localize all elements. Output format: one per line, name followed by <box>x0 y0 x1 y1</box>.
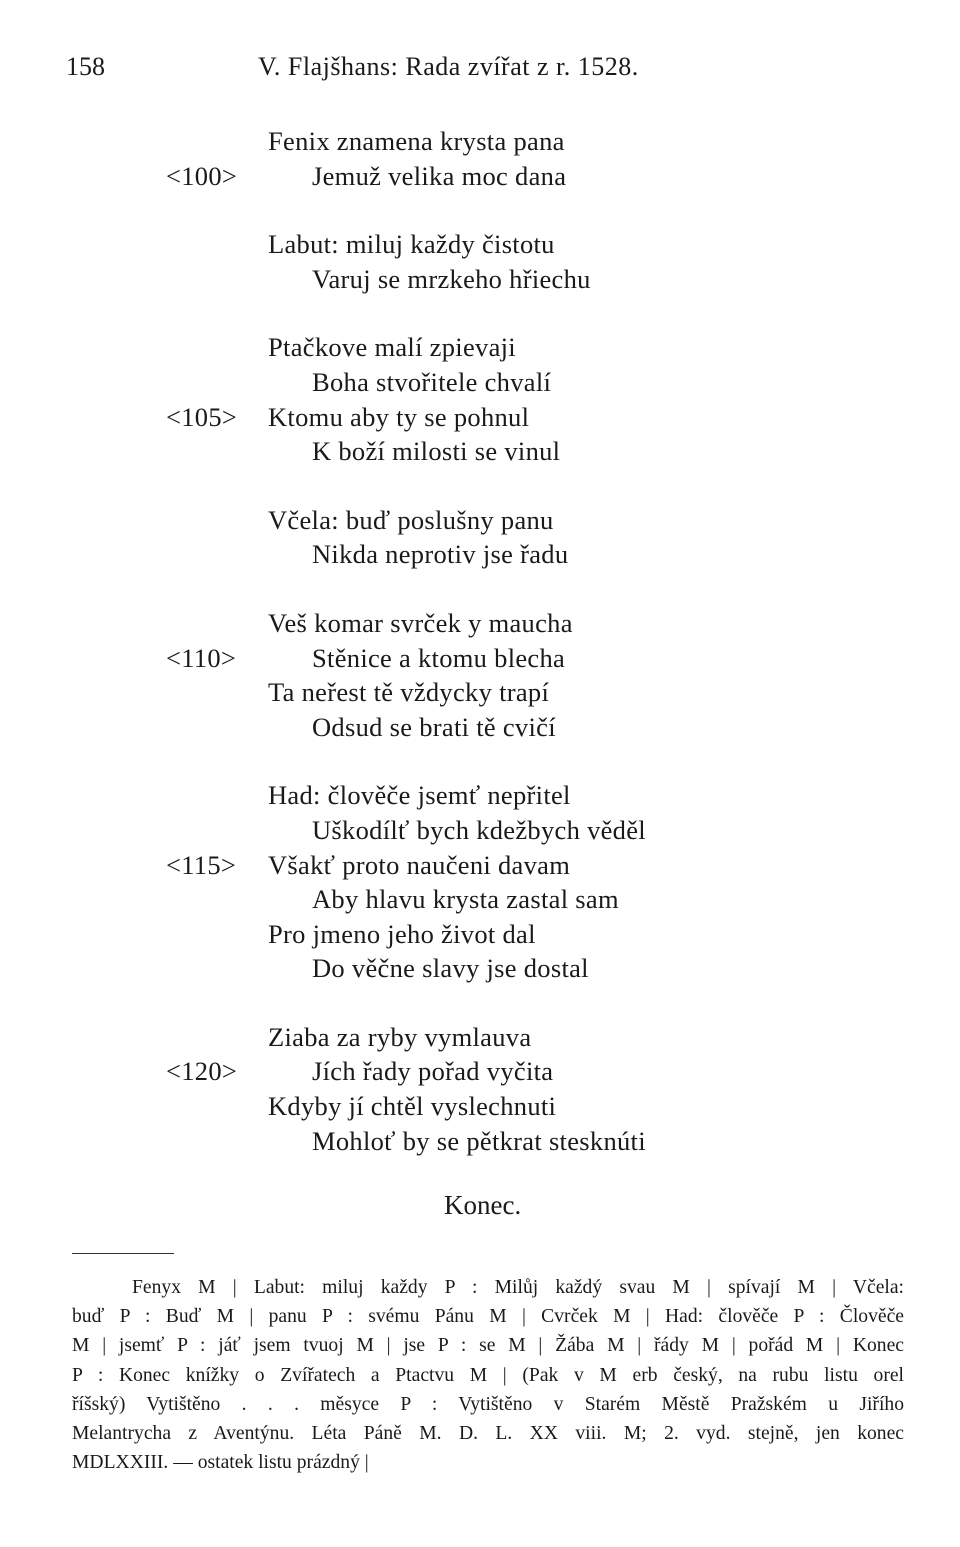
verse-line <box>0 159 960 194</box>
verse-text: Všakť proto naučeni davam <box>268 849 571 880</box>
verse-line <box>0 434 960 469</box>
verse-line <box>0 1124 960 1159</box>
verse-line <box>0 537 960 572</box>
verse-text: Veš komar svrček y maucha <box>268 607 573 638</box>
footnote-line: MDLXXIII. — ostatek listu prázdný | <box>72 1452 369 1474</box>
verse-text: Stěnice a ktomu blecha <box>312 642 566 673</box>
verse-text: Boha stvořitele chvalí <box>312 366 552 397</box>
verse-text: Jích řady pořad vyčita <box>312 1056 554 1087</box>
verse-text: Varuj se mrzkeho hřiechu <box>312 263 591 294</box>
verse-text: Uškodílť bych kdežbych věděl <box>312 814 646 845</box>
verse-text: K boží milosti se vinul <box>312 436 561 467</box>
verse-line <box>0 675 960 710</box>
verse-text: Ziaba za ryby vymlauva <box>268 1021 532 1052</box>
stanza <box>0 606 960 744</box>
verse-text: Jemuž velika moc dana <box>312 160 567 191</box>
verse-text: Aby hlavu krysta zastal sam <box>312 884 619 915</box>
verse-line <box>0 400 960 435</box>
verse-line <box>0 227 960 262</box>
verse-line <box>0 917 960 952</box>
verse-text: Fenix znamena krysta pana <box>268 126 565 156</box>
footnote-line: P : Konec knížky o Zvířatech a Ptactvu M | (Pak v M erb český, na rubu listu orel <box>72 1364 904 1386</box>
verse-line <box>0 641 960 676</box>
verse-line <box>0 882 960 917</box>
line-number: <115> <box>166 849 237 880</box>
verse-text: Mohloť by se pětkrat stesknúti <box>312 1125 646 1156</box>
verse-text: Ktomu aby ty se pohnul <box>268 401 530 432</box>
footnote-divider <box>72 1253 174 1254</box>
verse-text: Pro jmeno jeho život dal <box>268 918 536 949</box>
verse-line <box>0 1020 960 1055</box>
verse-line <box>0 778 960 813</box>
verse-line <box>0 1089 960 1124</box>
footnote-line: Melantrycha z Aventýnu. Léta Páně M. D. L. XX viii. M; 2. vyd. stejně, jen konec <box>72 1422 904 1444</box>
line-number: <100> <box>166 160 238 191</box>
verse-text: Odsud se brati tě cvičí <box>312 711 556 742</box>
verse-line <box>0 262 960 297</box>
verse-line <box>0 848 960 883</box>
footnote-line: Fenyx M | Labut: miluj každy P : Milůj každý svau M | spívají M | Včela: <box>132 1277 904 1298</box>
verse-line <box>0 365 960 400</box>
verse-line <box>0 606 960 641</box>
verse-text: Kdyby jí chtěl vyslechnuti <box>268 1091 557 1122</box>
critical-apparatus-footnote <box>72 1273 904 1477</box>
stanza <box>0 227 960 296</box>
stanza <box>0 330 960 468</box>
verse-line <box>0 124 960 159</box>
verse-text: Do věčne slavy jse dostal <box>312 953 589 984</box>
verse-line <box>0 951 960 986</box>
stanza <box>0 1020 960 1158</box>
line-number: <105> <box>166 401 238 432</box>
verse-line <box>0 1054 960 1089</box>
verse-line <box>0 330 960 365</box>
verse-text: Had: člověče jsemť nepřitel <box>268 780 571 811</box>
poem <box>0 124 960 1192</box>
running-title: V. Flajšhans: Rada zvířat z r. 1528. <box>258 52 639 81</box>
stanza <box>0 778 960 986</box>
verse-line <box>0 813 960 848</box>
line-number: <110> <box>166 642 237 673</box>
verse-line <box>0 710 960 745</box>
page-number: 158 <box>66 52 105 81</box>
verse-text: Ta neřest tě vždycky trapí <box>268 677 550 708</box>
footnote-line: M | jsemť P : jáť jsem tvuoj M | jse P : se M | Žába M | řády M | pořád M | Konec <box>72 1335 904 1357</box>
verse-line <box>0 503 960 538</box>
verse-text: Včela: buď poslušny panu <box>268 504 554 535</box>
footnote-line: buď P : Buď M | panu P : svému Pánu M | Cvrček M | Had: člověče P : Člověče <box>72 1306 904 1328</box>
stanza <box>0 124 960 193</box>
line-number: <120> <box>166 1056 238 1087</box>
stanza <box>0 503 960 572</box>
footnote-line: říšský) Vytištěno . . . měsyce P : Vytištěno v Starém Městě Pražském u Jiřího <box>72 1393 904 1415</box>
verse-text: Labut: miluj každy čistotu <box>268 229 555 260</box>
page-header <box>0 52 960 92</box>
verse-text: Ptačkove malí zpievaji <box>268 332 516 363</box>
verse-text: Nikda neprotiv jse řadu <box>312 539 569 570</box>
ending-text: Konec. <box>444 1190 522 1220</box>
